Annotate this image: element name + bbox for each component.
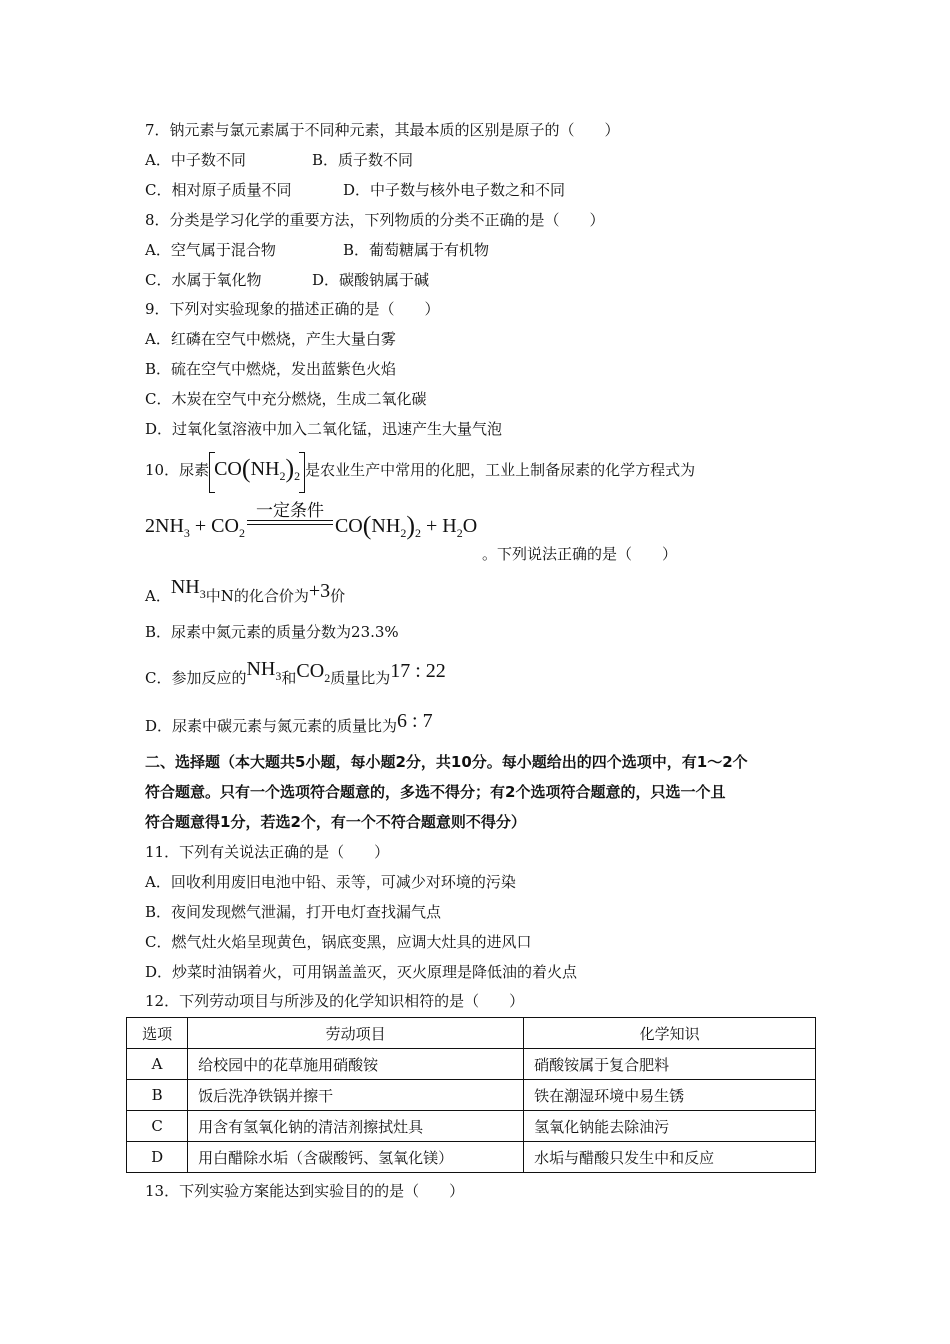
q9-option-b: B．硫在空气中燃烧，发出蓝紫色火焰	[145, 360, 397, 378]
co2-formula: $CO_2$	[296, 660, 331, 685]
q10-equation	[145, 501, 478, 550]
q10-stem	[145, 452, 695, 493]
q10-tail: 。下列说法正确的是（ ）	[482, 545, 678, 563]
q13-stem: 13．下列实验方案能达到实验目的的是（ ）	[145, 1182, 465, 1200]
q11-option-a: A．回收利用废旧电池中铅、汞等，可减少对环境的污染	[145, 873, 516, 891]
q10-suffix: 是农业生产中常用的化肥，工业上制备尿素的化学方程式为	[305, 461, 696, 479]
table-cell: 铁在潮湿环境中易生锈	[524, 1080, 816, 1111]
table-header-cell: 劳动项目	[188, 1018, 524, 1049]
table-row	[127, 1049, 816, 1080]
q11-option-c: C．燃气灶火焰呈现黄色，锅底变黑，应调大灶具的进风口	[145, 933, 532, 951]
q9-option-c: C．木炭在空气中充分燃烧，生成二氧化碳	[145, 390, 427, 408]
q8-option-d: D．碳酸钠属于碱	[312, 271, 430, 289]
table-cell: D	[127, 1142, 188, 1173]
section2-header-line2: 符合题意。只有一个选项符合题意的，多选不得分；有2个选项符合题意的，只选一个且	[145, 783, 726, 801]
q10-option-d: D．尿素中碳元素与氮元素的质量比为6 : 7	[145, 710, 433, 735]
q7-option-b: B．质子数不同	[312, 151, 414, 169]
q11-option-b: B．夜间发现燃气泄漏，打开电灯查找漏气点	[145, 903, 442, 921]
q10-prefix: 10．尿素	[145, 461, 210, 479]
table-header-row	[127, 1018, 816, 1049]
nh3-formula: $NH_3$	[170, 576, 206, 601]
q12-table	[126, 1017, 816, 1173]
nh3-formula: $NH_3$	[246, 658, 282, 683]
section2-header-line3: 符合题意得1分，若选2个，有一个不符合题意则不得分）	[145, 813, 526, 831]
reaction-arrow	[247, 501, 333, 534]
reaction-condition: 一定条件	[255, 501, 324, 521]
equation-products: $CO(NH_2)_2 + H_2O$	[334, 511, 478, 540]
q7-stem: 7．钠元素与氯元素属于不同种元素，其最本质的区别是原子的（ ）	[145, 121, 620, 139]
q12-stem: 12．下列劳动项目与所涉及的化学知识相符的是（ ）	[145, 992, 525, 1010]
table-cell: 水垢与醋酸只发生中和反应	[524, 1142, 816, 1173]
table-cell: 硝酸铵属于复合肥料	[524, 1049, 816, 1080]
q7-option-d: D．中子数与核外电子数之和不同	[343, 181, 566, 199]
q11-option-d: D．炒菜时油锅着火，可用锅盖盖灭，灭火原理是降低油的着火点	[145, 963, 578, 981]
table-row	[127, 1080, 816, 1111]
table-row	[127, 1142, 816, 1173]
table-cell: 氢氧化钠能去除油污	[524, 1111, 816, 1142]
q8-option-b: B．葡萄糖属于有机物	[343, 241, 490, 259]
q9-option-a: A．红磷在空气中燃烧，产生大量白雾	[145, 330, 396, 348]
q10-option-a: A．$NH_3$中N的化合价为+3价	[145, 576, 346, 605]
table-cell: 用含有氢氧化钠的清洁剂擦拭灶具	[188, 1111, 524, 1142]
table-cell: 饭后洗净铁锅并擦干	[188, 1080, 524, 1111]
q7-option-a: A．中子数不同	[145, 151, 246, 169]
table-cell: 给校园中的花草施用硝酸铵	[188, 1049, 524, 1080]
q11-stem: 11．下列有关说法正确的是（ ）	[145, 843, 390, 861]
q8-stem: 8．分类是学习化学的重要方法，下列物质的分类不正确的是（ ）	[145, 211, 605, 229]
q9-option-d: D．过氧化氢溶液中加入二氧化锰，迅速产生大量气泡	[145, 420, 503, 438]
q10-option-b: B．尿素中氮元素的质量分数为23.3%	[145, 623, 399, 641]
table-header-cell: 化学知识	[524, 1018, 816, 1049]
table-row	[127, 1111, 816, 1142]
table-header-cell: 选项	[127, 1018, 188, 1049]
table-cell: B	[127, 1080, 188, 1111]
equation-reactants: $2NH_3 + CO_2$	[145, 515, 245, 540]
urea-formula: $CO(NH_2)_2$	[209, 452, 305, 493]
table-cell: C	[127, 1111, 188, 1142]
q9-stem: 9．下列对实验现象的描述正确的是（ ）	[145, 300, 440, 318]
q8-option-c: C．水属于氧化物	[145, 271, 262, 289]
q8-option-a: A．空气属于混合物	[145, 241, 276, 259]
section2-header-line1: 二、选择题（本大题共5小题，每小题2分，共10分。每小题给出的四个选项中，有1～2个	[145, 753, 748, 771]
q7-option-c: C．相对原子质量不同	[145, 181, 292, 199]
table-cell: A	[127, 1049, 188, 1080]
table-cell: 用白醋除水垢（含碳酸钙、氢氧化镁）	[188, 1142, 524, 1173]
q10-option-c: C．参加反应的$NH_3$和$CO_2$质量比为17 : 22	[145, 658, 446, 687]
